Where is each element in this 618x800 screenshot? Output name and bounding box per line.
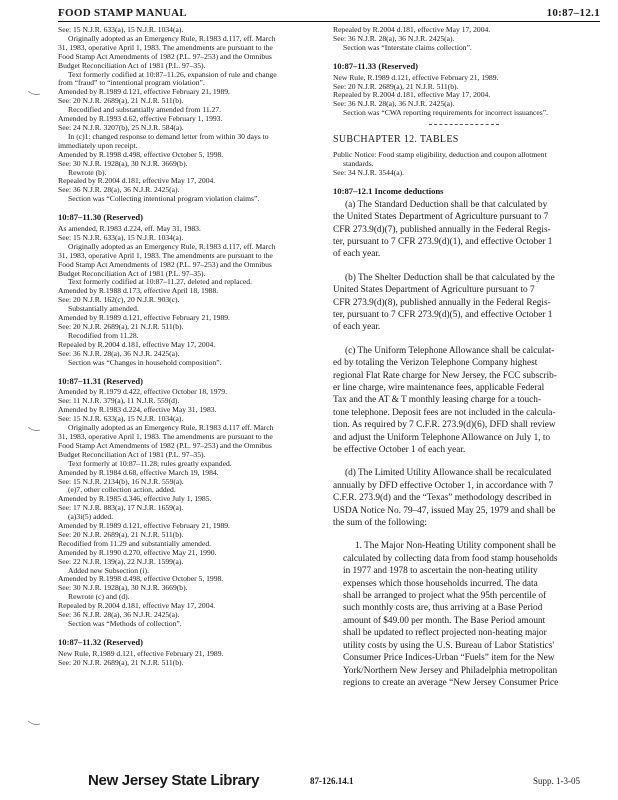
text-line: immediately upon receipt. [58,141,138,150]
section-heading: 10:87–11.32 (Reserved) [58,636,143,647]
paragraph-line: in 1977 and 1978 to ascertain the non-heating utility [343,566,538,577]
text-line: See: 36 N.J.R. 28(a), 36 N.J.R. 2425(a). [333,34,455,43]
page-number: 87-126.14.1 [310,776,354,786]
text-line: Section was “Interstate claims collection”. [343,43,472,52]
paragraph-line: ter, pursuant to 7 CFR 273.9(d)(5), and effective October 1 [333,309,553,320]
text-line: Amended by R.1984 d.68, effective March 19, 1984. [58,468,219,477]
paragraph-line: Consumer Price Indices-Urban “Fuels” item for the New [343,653,555,664]
text-line: Section was “CWA reporting requirements for incorrect issuances”. [343,109,548,118]
text-line: Section was “Methods of collection”. [68,620,182,628]
section-heading: 10:87–11.30 (Reserved) [58,212,143,223]
margin-mark [28,720,40,726]
text-line: See: 20 N.J.R. 2689(a), 21 N.J.R. 511(b). [58,97,184,106]
text-line: Section was “Collecting intentional program violation claims”. [68,195,260,204]
text-line: Budget Reconciliation Act of 1981 (P.L. 97–35). [58,61,206,70]
paragraph-line: regional Flat Rate charge for New Jersey, the FCC subscrib- [333,370,557,381]
text-line: Public Notice: Food stamp eligibility, deduction and coupon allotment [333,151,547,160]
paragraph-line: (b) The Shelter Deduction shall be that calculated by the [345,272,555,283]
text-line: In (c)1: changed response to demand letter from within 30 days to [68,132,269,141]
paragraph-line: of each year. [333,322,381,333]
paragraph-line: the United States Department of Agriculture pursuant to 7 [333,212,549,223]
text-line: Originally adopted as an Emergency Rule, R.1983 d.117, eff. March [68,34,276,43]
paragraph-line: Tax and the AT & T monthly leasing charge for a touch- [333,395,542,406]
margin-mark [28,426,40,432]
text-line: Repealed by R.2004 d.181, effective May 17, 2004. [333,91,491,100]
text-line: See: 20 N.J.R. 162(c), 20 N.J.R. 903(c). [58,296,180,305]
text-line: Budget Reconciliation Act of 1981 (P.L. 97–35). [58,450,206,459]
text-line: Rewrote (b). [68,168,107,177]
text-line: Recodified from 11.28. [68,331,139,340]
margin-mark [28,90,40,96]
text-line: See: 36 N.J.R. 28(a), 36 N.J.R. 2425(a). [58,611,180,620]
text-line: Food Stamp Act Amendments of 1982 (P.L. 97–253) and the Omnibus [58,52,272,61]
subchapter-heading: SUBCHAPTER 12. TABLES [333,134,459,146]
paragraph-line: and adjust the Uniform Telephone Allowance on July 1, to [333,432,551,443]
left-column [58,26,320,668]
text-line: See: 15 N.J.R. 633(a), 15 N.J.R. 1034(a). [58,233,184,242]
text-line: See: 30 N.J.R. 1928(a), 30 N.J.R. 3669(b). [58,584,188,593]
text-line: from “fraud” to “intentional program violation”. [58,79,205,88]
text-line: Repealed by R.2004 d.181, effective May 17, 2004. [58,602,216,611]
text-line: Amended by R.1989 d.121, effective February 21, 1989. [58,88,230,97]
text-line: Amended by R.1985 d.346, effective July 1, 1985. [58,495,212,504]
paragraph-line: United States Department of Agriculture pursuant to 7 [333,285,535,296]
text-line: Rewrote (c) and (d). [68,593,130,602]
paragraph-line: expenses which those households incurred. The data [343,578,538,589]
text-line: New Rule, R.1989 d.121, effective February 21, 1989. [58,649,224,658]
paragraph-line: C.F.R. 273.9(d) and the “Texas” methodology described in [333,493,552,504]
text-line: Amended by R.1988 d.173, effective April 18, 1988. [58,287,219,296]
text-line: Repealed by R.2004 d.181, effective May 17, 2004. [58,177,216,186]
text-line: Amended by R.1993 d.62, effective February 1, 1993. [58,115,223,124]
text-line: See: 20 N.J.R. 2689(a), 21 N.J.R. 511(b). [58,530,184,539]
text-line: Food Stamp Act Amendments of 1982 (P.L. 97–253) and the Omnibus [58,441,272,450]
paragraph-line: tion. As required by 7 C.F.R. 273.9(d)(6), DFD shall review [333,420,556,431]
paragraph-line: of each year. [333,249,381,260]
text-line: Substantially amended. [68,305,139,314]
text-line: See: 15 N.J.R. 633(a), 15 N.J.R. 1034(a). [58,415,184,424]
text-line: Section was “Changes in household composition”. [68,358,222,367]
text-line: See: 36 N.J.R. 28(a), 36 N.J.R. 2425(a). [58,349,180,358]
paragraph-line: amount of $49.00 per month. The Base Period amount [343,615,546,626]
text-line: Originally adopted as an Emergency Rule, R.1983 d.117 eff. March [68,424,274,433]
supplement-date: Supp. 1-3-05 [533,776,580,786]
text-line: standards. [343,159,374,168]
text-line: See: 17 N.J.R. 883(a), 17 N.J.R. 1659(a). [58,504,184,513]
right-column [333,26,600,700]
paragraph-line: ed by totaling the Verizon Telephone Company highest [333,358,538,369]
header-title: FOOD STAMP MANUAL [58,7,187,19]
section-heading: 10:87–11.33 (Reserved) [333,60,418,71]
text-line: Budget Reconciliation Act of 1981 (P.L. 97–35). [58,269,206,278]
page-header [58,5,600,21]
text-line: Amended by R.1989 d.121, effective February 21, 1989. [58,522,230,531]
text-line: Repealed by R.2004 d.181, effective May 17, 2004. [333,26,491,34]
text-line: See: 20 N.J.R. 2689(a), 21 N.J.R. 511(b). [333,82,459,91]
text-line: Amended by R.1998 d.498, effective October 5, 1998. [58,150,224,159]
text-line: See: 30 N.J.R. 1928(a), 30 N.J.R. 3669(b). [58,159,188,168]
body-paragraph [333,540,600,689]
text-line: 31, 1983, operative April 1, 1983. The amendments are pursuant to the [58,251,273,260]
text-line: See: 24 N.J.R. 3207(b), 25 N.J.R. 584(a). [58,123,184,132]
text-line: Originally adopted as an Emergency Rule, R.1983 d.117, eff. March [68,242,276,251]
text-line: As amended, R.1983 d.224, eff. May 31, 1983. [58,225,201,234]
section-heading: 10:87–12.1 Income deductions [333,185,444,196]
body-paragraph [333,199,600,261]
text-line: 31, 1983, operative April 1, 1983. The amendments are pursuant to the [58,43,273,52]
text-line: (e)7, other collection action, added. [68,486,176,495]
text-line: See: 22 N.J.R. 139(a), 22 N.J.R. 1599(a). [58,557,184,566]
text-line: See: 36 N.J.R. 28(a), 36 N.J.R. 2425(a). [58,186,180,195]
text-line: Repealed by R.2004 d.181, effective May 17, 2004. [58,340,216,349]
section-divider [333,118,600,132]
header-section-number: 10:87–12.1 [546,7,600,19]
text-line: Added new Subsection (i). [68,566,149,575]
paragraph-line: CFR 273.9(d)(7), published annually in the Federal Regis- [333,224,551,235]
paragraph-line: ter, pursuant to 7 CFR 273.9(d)(1), and effective October 1 [333,236,553,247]
text-line: See: 15 N.J.R. 2134(b), 16 N.J.R. 559(a). [58,477,184,486]
text-line: Recodified from 11.29 and substantially amended. [58,539,212,548]
body-paragraph [333,272,600,334]
text-line: See: 36 N.J.R. 28(a), 36 N.J.R. 2425(a). [333,100,455,109]
text-line: See: 34 N.J.R. 3544(a). [333,168,405,177]
paragraph-line: (a) The Standard Deduction shall be that calculated by [345,199,548,210]
paragraph-line: (d) The Limited Utility Allowance shall be recalculated [345,468,552,479]
body-paragraph [333,345,600,457]
paragraph-line: be effective October 1 of each year. [333,445,466,455]
text-line: Amended by R.1989 d.121, effective February 21, 1989. [58,314,230,323]
text-line: 31, 1983, operative April 1, 1983. The amendments are pursuant to the [58,432,273,441]
text-line: Recodified and substantially amended from 11.27. [68,106,222,115]
paragraph-line: regions to create an average “New Jersey Consumer Price [343,677,559,688]
text-line: See: 11 N.J.R. 379(a), 11 N.J.R. 559(d). [58,397,180,406]
text-line: Text formerly codified at 10:87–11.26, expansion of rule and change [68,70,277,79]
text-line: Text formerly at 10:87–11.28; rules greatly expanded. [68,459,232,468]
section-heading: 10:87–11.31 (Reserved) [58,375,143,386]
text-line: Amended by R.1983 d.224, effective May 31, 1983. [58,406,217,415]
text-line: Amended by R.1979 d.422, effective October 18, 1979. [58,388,227,397]
paragraph-line: annually by DFD effective October 1, in accordance with 7 [333,480,554,491]
paragraph-line: utility costs by using the U.S. Bureau of Labor Statistics' [343,640,555,651]
text-line: Amended by R.1998 d.498, effective October 5, 1998. [58,575,224,584]
paragraph-line: such monthly costs are, thus arriving at a Base Period [343,603,543,614]
body-paragraph [333,467,600,529]
text-line: See: 15 N.J.R. 633(a), 15 N.J.R. 1034(a). [58,26,184,34]
paragraph-line: shall be arranged to project what the 95th percentile of [343,591,547,602]
paragraph-line: er line charge, wire maintenance fees, applicable Federal [333,382,545,393]
text-line: See: 20 N.J.R. 2689(a), 21 N.J.R. 511(b). [58,658,184,667]
paragraph-line: 1. The Major Non-Heating Utility component shall be [355,541,556,552]
text-line: Amended by R.1990 d.270, effective May 21, 1990. [58,548,217,557]
paragraph-line: York/Northern New Jersey and Philadelphia metropolitan [343,665,558,676]
text-line: Text formerly codified at 10:87–11.27, deleted and replaced. [68,278,252,287]
text-line: Food Stamp Act Amendments of 1982 (P.L. 97–253) and the Omnibus [58,260,272,269]
text-line: See: 20 N.J.R. 2689(a), 21 N.J.R. 511(b). [58,323,184,331]
paragraph-line: CFR 273.9(d)(8), published annually in the Federal Regis- [333,297,551,308]
paragraph-line: (c) The Uniform Telephone Allowance shall be calculat- [345,345,555,356]
header-rule [58,21,600,22]
paragraph-line: USDA Notice No. 79–47, issued May 25, 1979 and shall be [333,505,556,516]
paragraph-line: the sum of the following: [333,518,427,529]
paragraph-line: tone telephone. Deposit fees are not included in the calcula- [333,407,556,418]
text-line: (a)3i(5) added. [68,513,114,522]
library-stamp: New Jersey State Library [88,772,260,789]
text-line: New Rule, R.1989 d.121, effective February 21, 1989. [333,73,499,82]
paragraph-line: shall be updated to reflect projected non-heating major [343,628,547,639]
paragraph-line: calculated by collecting data from food stamp households [343,553,558,564]
